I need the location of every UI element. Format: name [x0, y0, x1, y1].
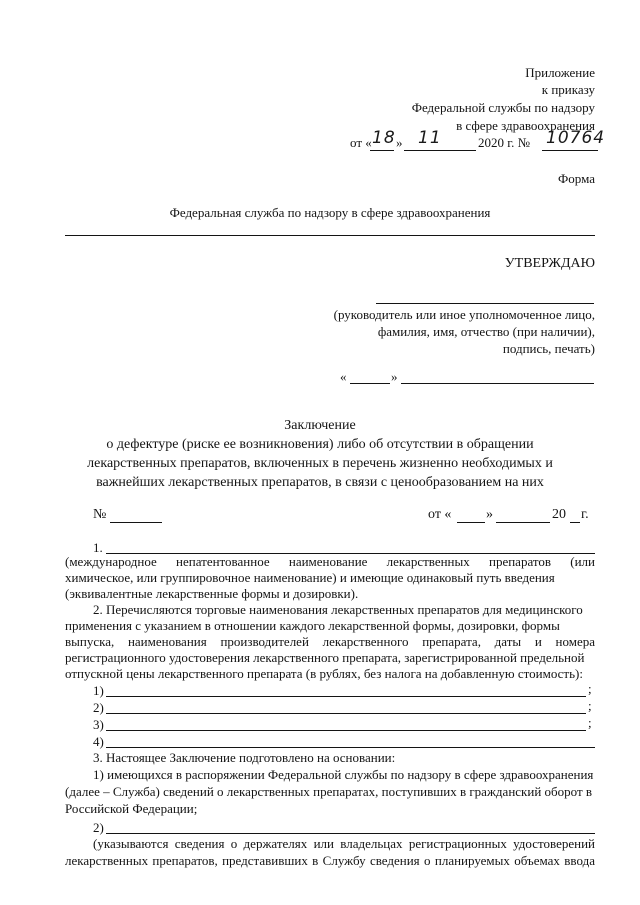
order-number-line	[542, 150, 598, 151]
conclusion-subtitle-3: важнейших лекарственных препаратов, в связи с ценообразованием на них	[96, 475, 544, 490]
list-item-4-line	[106, 747, 595, 748]
order-prefix: от «	[350, 135, 372, 150]
item-3-sub1-line-3: Российской Федерации;	[65, 801, 198, 816]
header-line-4: в сфере здравоохранения	[456, 118, 595, 133]
approve-title: УТВЕРЖДАЮ	[504, 256, 595, 271]
number-line	[110, 522, 162, 523]
list-item-4-number: 4)	[93, 734, 104, 749]
list-item-1-semicolon: ;	[588, 681, 592, 696]
approve-date-close: »	[391, 369, 398, 384]
list-item-1-number: 1)	[93, 683, 104, 698]
approve-note-3: подпись, печать)	[502, 341, 595, 356]
item-3-sub1-line-1: 1) имеющихся в распоряжении Федеральной службы по надзору в сфере здравоохранения	[93, 767, 594, 782]
order-month-handwritten: 11	[418, 128, 442, 148]
header-line-1: Приложение	[525, 65, 595, 80]
list-item-2-line	[106, 713, 586, 714]
list-item-2-number: 2)	[93, 700, 104, 715]
list-item-3-semicolon: ;	[588, 715, 592, 730]
order-year: 2020 г. №	[478, 135, 531, 150]
date-year-g: г.	[581, 507, 589, 522]
approve-date-day-line	[350, 383, 390, 384]
conclusion-title: Заключение	[284, 418, 356, 433]
item-1-note-2: химическое, или группировочное наименование) и имеющие одинаковый путь введения	[65, 570, 555, 585]
item-3-sub2-note-1: (указываются сведения о держателях или владельцах регистрационных удостоверений	[93, 836, 595, 851]
date-prefix: от «	[428, 507, 452, 522]
item-3-line-1: 3. Настоящее Заключение подготовлено на основании:	[93, 750, 396, 765]
item-1-note-1: (международное непатентованное наименование лекарственных препаратов (или	[65, 554, 595, 569]
list-item-1-line	[106, 696, 586, 697]
item-2-line-4: регистрационного удостоверения лекарственного препарата, зарегистрированной предельной	[65, 650, 585, 665]
order-mid: »	[396, 135, 403, 150]
organization-name: Федеральная служба по надзору в сфере здравоохранения	[169, 205, 491, 220]
approve-note-1: (руководитель или иное уполномоченное лицо,	[333, 307, 595, 322]
item-1-number: 1.	[93, 540, 103, 555]
list-item-3-number: 3)	[93, 717, 104, 732]
order-day-line	[370, 150, 394, 151]
date-year-20: 20	[552, 507, 566, 522]
item-2-line-2: применения с указанием в отношении каждого лекарственной формы, дозировки, формы	[65, 618, 560, 633]
date-mid: »	[486, 507, 493, 522]
number-label: №	[93, 507, 107, 522]
order-month-line	[404, 150, 476, 151]
item-2-line-1: 2. Перечисляются торговые наименования лекарственных препаратов для медицинского	[93, 602, 583, 617]
item-1-note-3: (эквивалентные лекарственные формы и дозировки).	[65, 586, 359, 601]
organization-underline	[65, 235, 595, 236]
item-2-line-5: отпускной цены лекарственного препарата (в рублях, без налога на добавленную стоимость):	[65, 666, 583, 681]
list-item-2-semicolon: ;	[588, 698, 592, 713]
item-3-sub2-number: 2)	[93, 820, 104, 835]
conclusion-subtitle-1: о дефектуре (риске ее возникновения) либо об отсутствии в обращении	[106, 437, 534, 452]
date-month-line	[496, 522, 550, 523]
approve-date-month-line	[401, 383, 594, 384]
approver-signature-line	[376, 303, 594, 304]
form-label: Форма	[558, 171, 595, 186]
header-line-2: к приказу	[541, 82, 595, 97]
conclusion-subtitle-2: лекарственных препаратов, включенных в перечень жизненно необходимых и	[87, 456, 553, 471]
date-day-line	[457, 522, 485, 523]
date-year-line	[570, 522, 580, 523]
item-3-sub2-line	[106, 833, 595, 834]
header-line-3: Федеральной службы по надзору	[411, 100, 595, 115]
item-2-line-3: выпуска, наименования производителей лекарственного препарата, даты и номера	[65, 634, 595, 649]
order-number-handwritten: 10764	[546, 128, 606, 148]
approve-date-open: «	[340, 369, 347, 384]
list-item-3-line	[106, 730, 586, 731]
order-day-handwritten: 18	[372, 128, 396, 148]
approve-note-2: фамилия, имя, отчество (при наличии),	[377, 324, 595, 339]
item-3-sub1-line-2: (далее – Служба) сведений о лекарственных препаратах, поступивших в гражданский оборот в	[65, 784, 593, 799]
item-3-sub2-note-2: лекарственных препаратов, представивших в Службу сведения о планируемых объемах ввода	[65, 853, 595, 868]
